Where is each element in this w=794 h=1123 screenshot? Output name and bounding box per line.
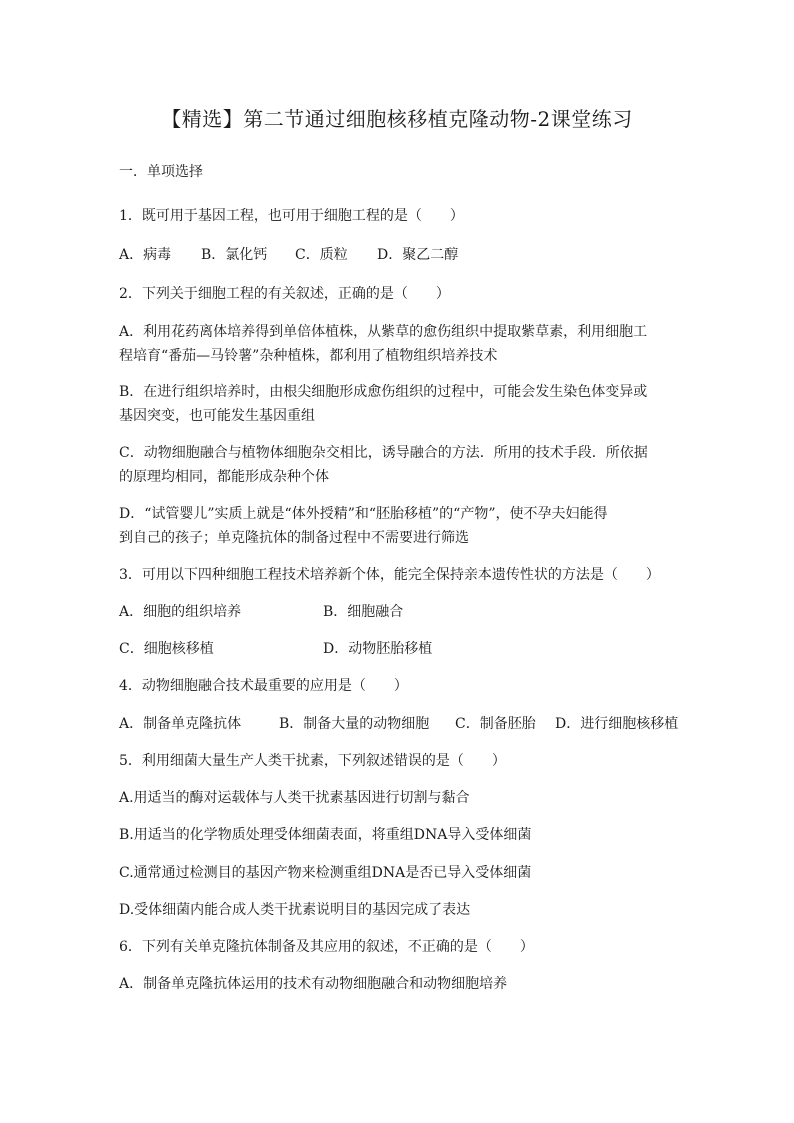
q4-option-d: D．进行细胞核移植 — [555, 716, 679, 732]
q2-option-a-line1: A．利用花药离体培养得到单倍体植株，从紫草的愈伤组织中提取紫草素，利用细胞工 — [119, 324, 648, 340]
q2-option-b-line1: B．在进行组织培养时，由根尖细胞形成愈伤组织的过程中，可能会发生染色体变异或 — [119, 384, 648, 400]
q2-option-d-line2: 到自己的孩子；单克隆抗体的制备过程中不需要进行筛选 — [119, 530, 469, 546]
q4-option-c: C．制备胚胎 — [455, 716, 536, 732]
q6-option-a: A．制备单克隆抗体运用的技术有动物细胞融合和动物细胞培养 — [119, 976, 508, 992]
q3-option-b: B．细胞融合 — [323, 604, 404, 620]
q1-option-c: C．质粒 — [295, 247, 348, 263]
document-title: 【精选】第二节通过细胞核移植克隆动物-2课堂练习 — [161, 107, 633, 131]
question-4-stem: 4．动物细胞融合技术最重要的应用是（ ） — [119, 678, 408, 694]
section-heading: 一．单项选择 — [119, 164, 203, 180]
q1-option-b: B．氯化钙 — [201, 247, 268, 263]
question-1-options — [119, 246, 458, 264]
question-4-options — [119, 715, 678, 733]
question-3-stem: 3．可用以下四种细胞工程技术培养新个体，能完全保持亲本遗传性状的方法是（ ） — [119, 567, 660, 583]
q5-option-c: C.通常通过检测目的基因产物来检测重组DNA是否已导入受体细菌 — [119, 865, 532, 881]
q5-option-d: D.受体细菌内能合成人类干扰素说明目的基因完成了表达 — [119, 902, 471, 918]
question-5-stem: 5．利用细菌大量生产人类干扰素，下列叙述错误的是（ ） — [119, 753, 506, 769]
q1-option-d: D．聚乙二醇 — [377, 247, 459, 263]
q3-option-c: C．细胞核移植 — [119, 641, 214, 657]
q5-option-b: B.用适当的化学物质处理受体细菌表面，将重组DNA导入受体细菌 — [119, 827, 532, 843]
q1-option-a: A．病毒 — [119, 247, 172, 263]
question-3-options-row1 — [119, 603, 403, 621]
q2-option-d-line1: D．“试管婴儿”实质上就是“体外授精”和“胚胎移植”的“产物”，使不孕夫妇能得 — [119, 506, 608, 522]
q3-option-d: D．动物胚胎移植 — [323, 641, 433, 657]
question-6-stem: 6．下列有关单克隆抗体制备及其应用的叙述，不正确的是（ ） — [119, 939, 534, 955]
question-1-stem: 1．既可用于基因工程，也可用于细胞工程的是（ ） — [119, 208, 464, 224]
q2-option-b-line2: 基因突变，也可能发生基因重组 — [119, 408, 315, 424]
q2-option-c-line1: C．动物细胞融合与植物体细胞杂交相比，诱导融合的方法．所用的技术手段．所依据 — [119, 445, 648, 461]
q2-option-a-line2: 程培育“番茄—马铃薯”杂种植株，都利用了植物组织培养技术 — [119, 348, 498, 364]
q2-option-c-line2: 的原理均相同，都能形成杂种个体 — [119, 469, 329, 485]
question-2-stem: 2．下列关于细胞工程的有关叙述，正确的是（ ） — [119, 286, 450, 302]
q4-option-b: B．制备大量的动物细胞 — [279, 716, 430, 732]
question-3-options-row2 — [119, 640, 432, 658]
q5-option-a: A.用适当的酶对运载体与人类干扰素基因进行切割与黏合 — [119, 790, 470, 806]
q3-option-a: A．细胞的组织培养 — [119, 604, 242, 620]
q4-option-a: A．制备单克隆抗体 — [119, 716, 242, 732]
